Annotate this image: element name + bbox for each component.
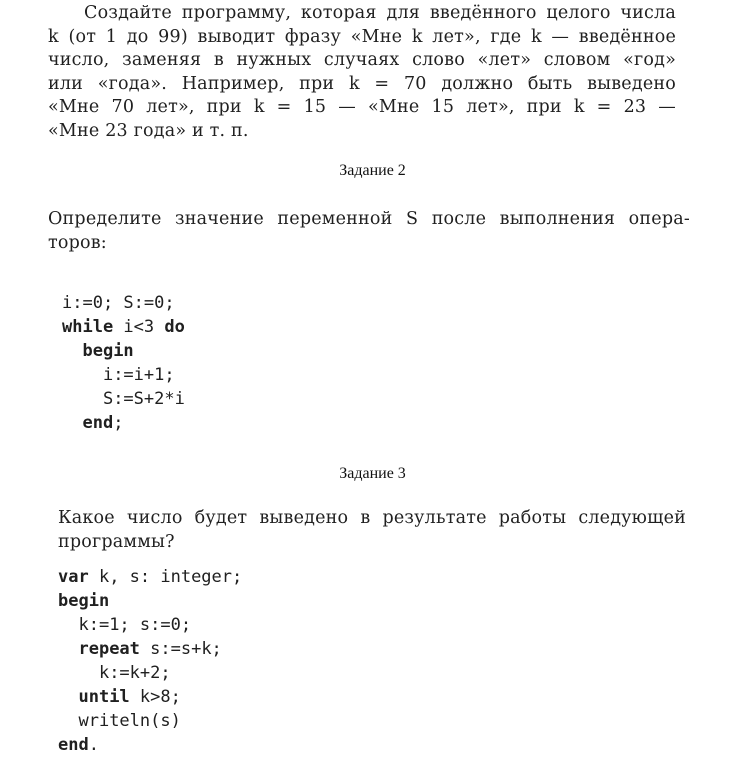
code-keyword: until [78,687,130,707]
code-text [58,687,78,707]
code-keyword: repeat [78,639,140,659]
code-line [62,339,185,363]
code-text: i:=i+1; [102,365,175,385]
code-text [58,615,78,635]
code-text: i:=0; S:=0; [62,293,175,313]
task2-code [62,291,185,435]
task3-code [58,565,242,757]
task3-question-line: Какое число будет выведено в результате работы следующей [58,508,686,528]
task1-text [48,2,676,143]
code-keyword: end [82,413,114,433]
task2-question-line: Определите значение переменной S после выполнения опера- [48,209,690,229]
code-keyword: do [164,317,185,337]
task1-line: k (от 1 до 99) выводит фразу «Мне k лет», где k — введённое [48,26,676,47]
task2-caption: Задание 2 [339,162,406,179]
code-text: k:=k+2; [98,663,171,683]
code-text: . [88,735,99,755]
code-line [62,363,185,387]
code-line [58,637,242,661]
code-line [58,733,242,757]
code-text: ; [113,413,124,433]
code-line [62,387,185,411]
code-line [58,613,242,637]
code-line [58,565,242,589]
code-text [58,711,78,731]
code-text [62,365,103,385]
code-text: S:=S+2*i [102,389,185,409]
task2-question [48,208,690,255]
task1-line: число, заменяя в нужных случаях слово «лет» словом «год» [48,50,676,70]
code-line [58,685,242,709]
code-text [62,413,82,433]
task1-line: или «года». Например, при k = 70 должно быть выведено [48,73,676,94]
code-text: k, s: integer; [88,567,243,587]
code-text: s:=s+k; [139,639,222,659]
code-text [62,389,103,409]
code-line [58,589,242,613]
task1-line: Создайте программу, которая для введённого целого числа [84,3,676,23]
code-keyword: begin [82,341,134,361]
task3-caption: Задание 3 [339,465,406,482]
code-keyword: end [58,735,89,755]
code-line [58,709,242,733]
task1-line: «Мне 70 лет», при k = 15 — «Мне 15 лет», при k = 23 — [48,97,676,117]
code-text: i<3 [113,317,165,337]
code-text: writeln(s) [78,711,181,731]
task1-line: «Мне 23 года» и т. п. [48,120,249,141]
code-text: k>8; [129,687,181,707]
code-keyword: begin [58,591,110,611]
task3-question-line: программы? [58,531,175,552]
task3-question [58,507,686,554]
code-keyword: while [62,317,114,337]
code-line [62,315,185,339]
code-keyword: var [58,567,89,587]
code-line [62,291,185,315]
code-text [58,639,78,659]
code-text: k:=1; s:=0; [78,615,192,635]
task2-question-line: торов: [48,232,107,253]
code-line [62,411,185,435]
code-text [62,341,82,361]
code-text [58,663,99,683]
code-line [58,661,242,685]
